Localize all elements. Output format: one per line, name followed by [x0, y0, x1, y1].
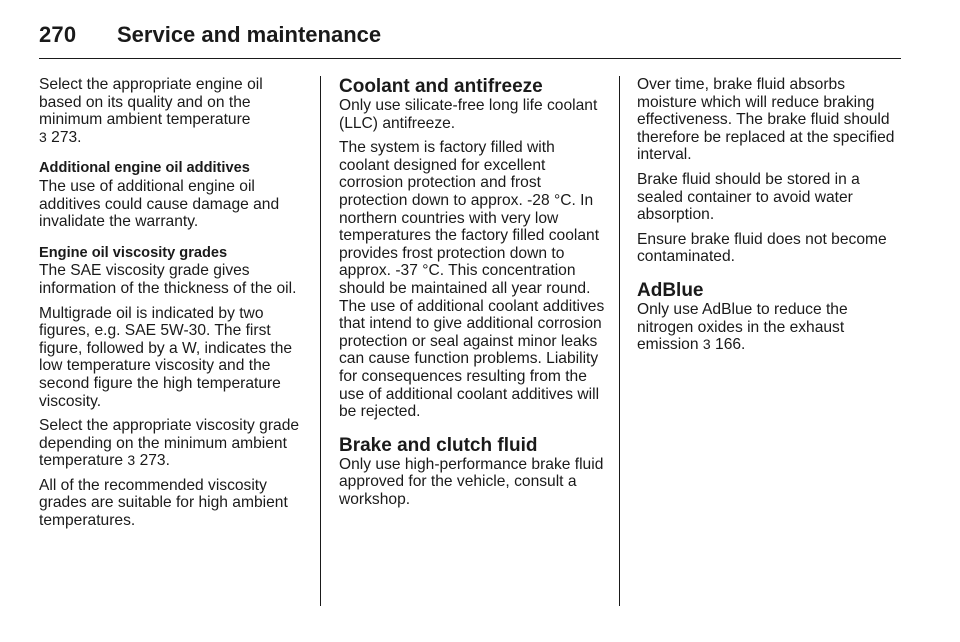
brake-paragraph: Over time, brake fluid absorbs moisture which will reduce braking effectiveness. The brake fluid should therefore be replaced at the specified interval. — [637, 76, 895, 164]
page-reference[interactable]: 273. — [51, 128, 82, 146]
page-reference-icon: 3 — [127, 452, 136, 469]
column-divider — [320, 76, 321, 606]
viscosity-paragraph: Multigrade oil is indicated by two figures, e.g. SAE 5W-30. The first figure, followed by a W, indicates the low temperature viscosity and the second figure the high temperature viscosity. — [39, 304, 293, 410]
viscosity-heading: Engine oil viscosity grades — [39, 244, 228, 261]
coolant-heading: Coolant and antifreeze — [339, 76, 543, 97]
coolant-paragraph: Only use silicate-free long life coolant (LLC) antifreeze. — [339, 97, 598, 132]
adblue-paragraph: Only use AdBlue to reduce the nitrogen oxides in the exhaust emission 3 166. — [637, 300, 848, 354]
column-right — [637, 76, 903, 361]
page-number: 270 — [39, 22, 77, 47]
column-middle — [339, 76, 605, 515]
page-reference[interactable]: 273. — [139, 452, 170, 470]
column-divider — [619, 76, 620, 606]
brake-paragraph: Brake fluid should be stored in a sealed container to avoid water absorption. — [637, 170, 860, 224]
brake-paragraph: Only use high-performance brake fluid approved for the vehicle, consult a workshop. — [339, 455, 604, 508]
page-reference-icon: 3 — [39, 128, 47, 145]
column-left — [39, 76, 305, 537]
page-reference[interactable]: 166. — [715, 336, 746, 354]
brake-paragraph: Ensure brake fluid does not become contaminated. — [637, 230, 887, 266]
page-reference-icon: 3 — [702, 336, 711, 353]
coolant-paragraph: The system is factory filled with coolant designed for excellent corrosion protection and frost protection down to approx. -28 °C. In northern countries with very low temperatures the factory filled coolant provides frost protection down to approx. -37 °C. This concentration should be maintained all year round. The use of additional coolant additives that intend to give additional corrosion protection or seal against minor leaks can cause function problems. Liability for consequences resulting from the use of additional coolant additives will be rejected. — [339, 139, 605, 421]
brake-heading: Brake and clutch fluid — [339, 434, 538, 456]
viscosity-paragraph: All of the recommended viscosity grades are suitable for high ambient temperatures. — [39, 476, 288, 530]
viscosity-paragraph: The SAE viscosity grade gives information of the thickness of the oil. — [39, 262, 297, 297]
additives-heading: Additional engine oil additives — [39, 160, 250, 177]
adblue-heading: AdBlue — [637, 279, 704, 301]
intro-paragraph: Select the appropriate engine oil based on its quality and on the minimum ambient temperature 3 273. — [39, 76, 263, 146]
chapter-title: Service and maintenance — [117, 22, 382, 47]
viscosity-paragraph: Select the appropriate viscosity grade depending on the minimum ambient temperature 3 273. — [39, 417, 300, 470]
additives-paragraph: The use of additional engine oil additives could cause damage and invalidate the warranty. — [39, 177, 280, 231]
page-header — [39, 18, 901, 59]
